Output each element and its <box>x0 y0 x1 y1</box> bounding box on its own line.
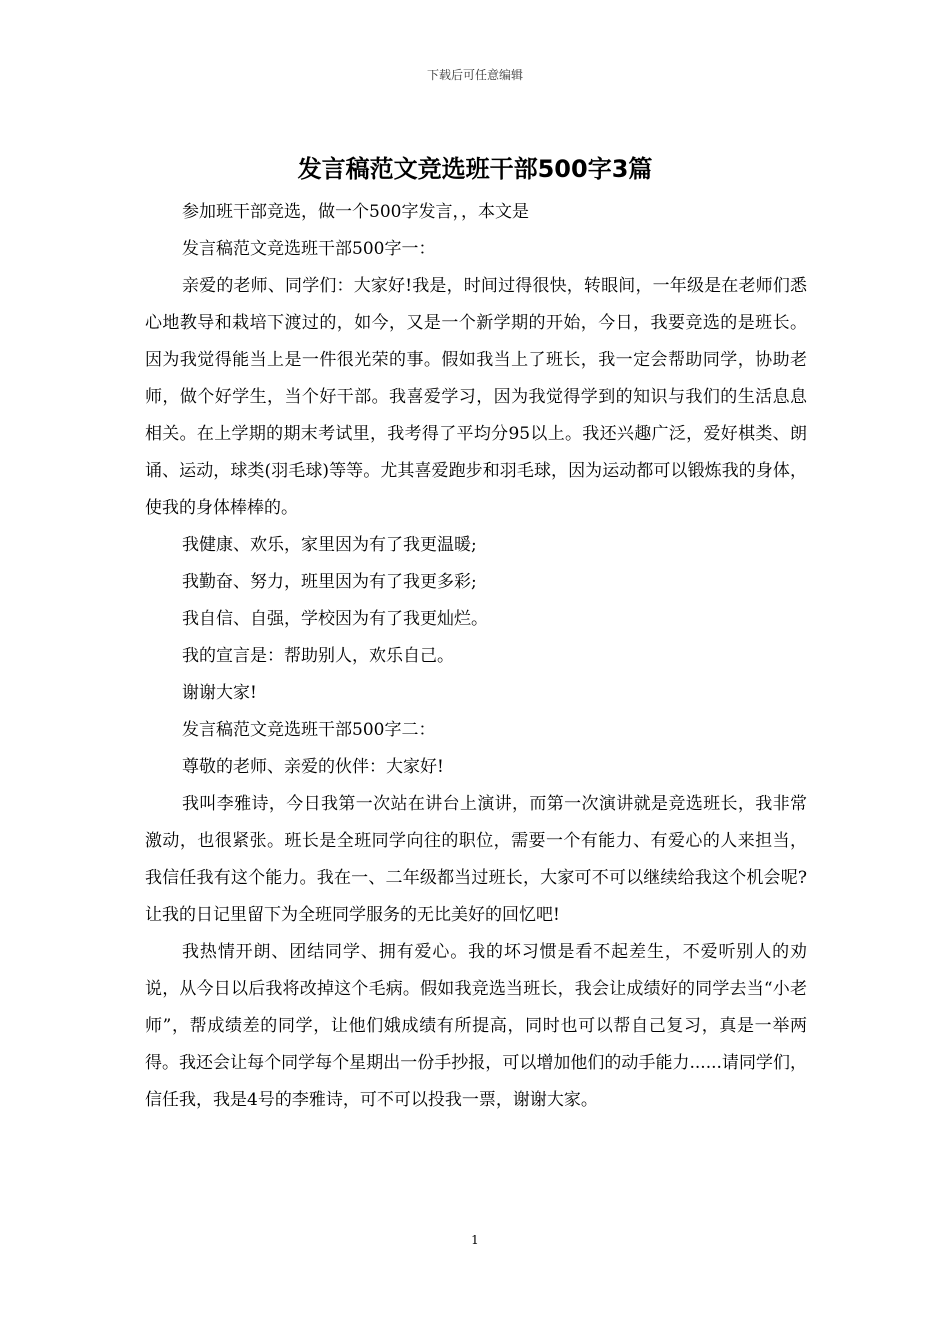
paragraph-line: 我勤奋、努力，班里因为有了我更多彩; <box>182 572 477 592</box>
paragraph-speech-2a: 我叫李雅诗，今日我第一次站在讲台上演讲，而第一次演讲就是竞选班长，我非常激动，也很紧张。班长是全班同学向往的职位，需要一个有能力、有爱心的人来担当，我信任我有这个能力。我在一、二年级都当过班长，大家可不可以继续给我这个机会呢?让我的日记里留下为全班同学服务的无比美好的回忆吧! <box>145 794 807 925</box>
paragraph-greeting: 尊敬的老师、亲爱的伙伴：大家好! <box>182 757 444 777</box>
document-title: 发言稿范文竞选班干部500字3篇 <box>297 155 653 183</box>
section-heading-2: 发言稿范文竞选班干部500字二： <box>182 720 436 740</box>
paragraph-declaration: 我的宣言是：帮助别人，欢乐自己。 <box>182 646 454 666</box>
paragraph-intro: 参加班干部竞选，做一个500字发言，，本文是 <box>182 202 529 222</box>
paragraph-speech-1: 亲爱的老师、同学们：大家好!我是，时间过得很快，转眼间，一年级是在老师们悉心地教导和栽培下渡过的，如今，又是一个新学期的开始，今日，我要竞选的是班长。因为我觉得能当上是一件很光荣的事。假如我当上了班长，我一定会帮助同学，协助老师，做个好学生，当个好干部。我喜爱学习，因为我觉得学到的知识与我们的生活息息相关。在上学期的期末考试里，我考得了平均分95以上。我还兴趣广泛，爱好棋类、朗诵、运动，球类(羽毛球)等等。尤其喜爱跑步和羽毛球，因为运动都可以锻炼我的身体，使我的身体棒棒的。 <box>145 276 807 518</box>
section-heading-1: 发言稿范文竞选班干部500字一： <box>182 239 436 259</box>
paragraph-speech-2b: 我热情开朗、团结同学、拥有爱心。我的坏习惯是看不起差生，不爱听别人的劝说，从今日以后我将改掉这个毛病。假如我竞选当班长，我会让成绩好的同学去当“小老师”，帮成绩差的同学，让他们娥成绩有所提高，同时也可以帮自己复习，真是一举两得。我还会让每个同学每个星期出一份手抄报，可以增加他们的动手能力......请同学们，信任我，我是4号的李雅诗，可不可以投我一票，谢谢大家。 <box>145 942 807 1110</box>
paragraph-line: 我自信、自强，学校因为有了我更灿烂。 <box>182 609 488 629</box>
header-note: 下载后可任意编辑 <box>426 68 523 82</box>
paragraph-thanks: 谢谢大家! <box>182 683 257 703</box>
paragraph-line: 我健康、欢乐，家里因为有了我更温暖; <box>182 535 477 555</box>
page-number: 1 <box>471 1233 479 1247</box>
document-body <box>145 194 807 1119</box>
